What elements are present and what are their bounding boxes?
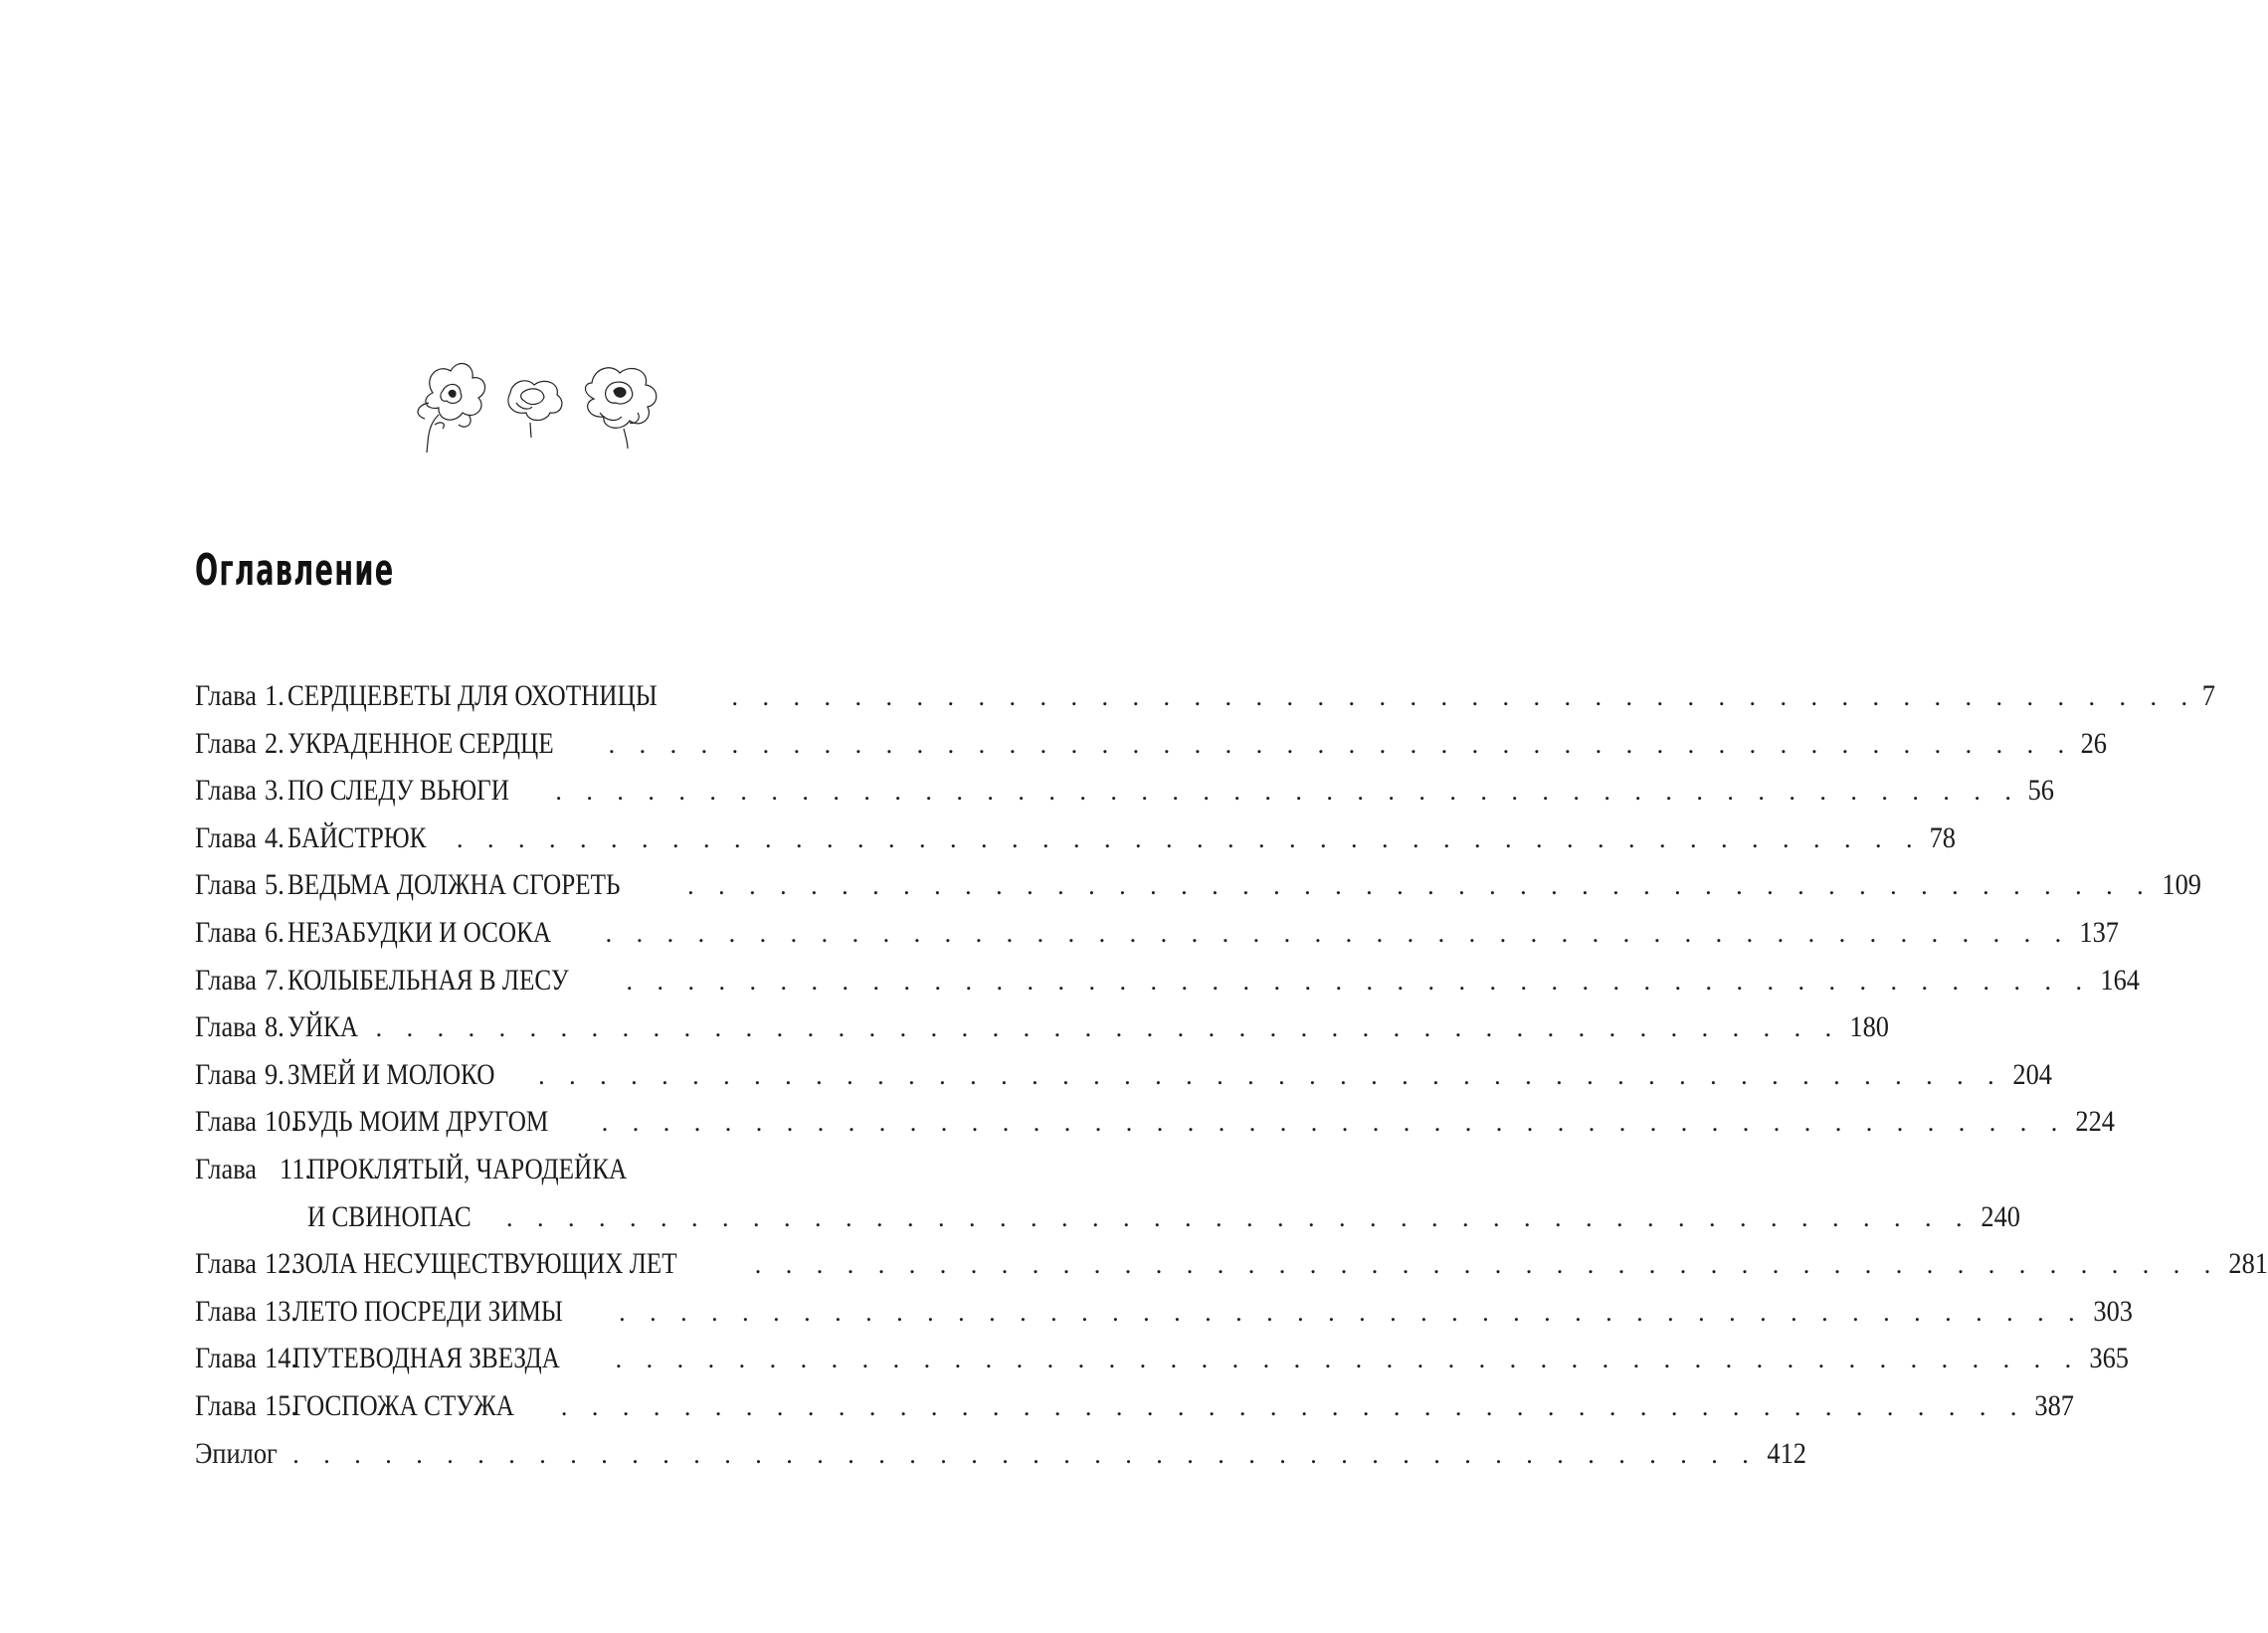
toc-entry [195,963,2141,1010]
chapter-number: 9. [265,1057,285,1091]
chapter-title: ЗОЛА НЕСУЩЕСТВУЮЩИХ ЛЕТ [292,1247,678,1281]
chapter-label: Глава [195,963,258,997]
toc-entry [195,915,2120,963]
toc-entry [195,1341,2130,1388]
chapter-number: 4. [265,820,285,854]
chapter-title: СЕРДЦЕВЕТЫ ДЛЯ ОХОТНИЦЫ [286,679,658,712]
page-title-text: Оглавление [195,545,395,596]
dot-leader: . . . . . . . . . . . . . . . . . . . . . . . . . . . . . . . . . . . . . . . . . . . . . . . . [538,1060,2003,1090]
chapter-number: 6. [265,915,285,949]
chapter-title: ЗМЕЙ И МОЛОКО [286,1057,495,1091]
chapter-label: Глава [195,1010,258,1044]
peony-middle-icon [508,381,562,438]
chapter-label: Глава [195,915,258,949]
toc-entry [195,1388,2075,1436]
toc-entry [195,867,2201,915]
dot-leader: . . . . . . . . . . . . . . . . . . . . . . . . . . . . . . . . . . . . . . . . . . . . . . . . [605,918,2071,948]
toc-entry [195,1057,2052,1105]
dot-leader: . . . . . . . . . . . . . . . . . . . . . . . . . . . . . . . . . . . . . . . . . . . . . . . . [626,966,2092,996]
toc-entry-epilogue [195,1436,1806,1484]
toc-entry [195,1152,911,1199]
epilogue-title: Эпилог [195,1436,278,1470]
dot-leader: . . . . . . . . . . . . . . . . . . . . . . . . . . . . . . . . . . . . . . . . . . . . . . . . [560,1391,2026,1421]
page-number: 365 [2089,1342,2130,1375]
page-number: 387 [2034,1388,2075,1422]
page-number: 224 [2075,1105,2116,1139]
chapter-label: Глава [195,1388,258,1422]
toc-entry [195,678,2215,726]
chapter-title: КОЛЫБЕЛЬНАЯ В ЛЕСУ [286,963,569,997]
dot-leader: . . . . . . . . . . . . . . . . . . . . . . . . . . . . . . . . . . . . . . . . . . . . . . . . [687,871,2153,901]
chapter-label: Глава [195,1057,258,1091]
chapter-title: УЙКА [286,1010,359,1044]
toc-entry [195,1246,2268,1294]
toc-entry-continuation [195,1199,2020,1247]
table-of-contents [195,678,2268,1483]
dot-leader: . . . . . . . . . . . . . . . . . . . . . . . . . . . . . . . . . . . . . . . . . . . . . . . . [292,1439,1758,1469]
page-number: 26 [2080,726,2108,760]
dot-leader: . . . . . . . . . . . . . . . . . . . . . . . . . . . . . . . . . . . . . . . . . . . . . . . . [506,1202,1972,1232]
chapter-title: ГОСПОЖА СТУЖА [292,1388,515,1422]
page-title [195,545,394,596]
chapter-label: Глава [195,1247,258,1281]
chapter-number: 7. [265,963,285,997]
dot-leader: . . . . . . . . . . . . . . . . . . . . . . . . . . . . . . . . . . . . . . . . . . . . . . . . [608,729,2074,759]
chapter-title: ВЕДЬМА ДОЛЖНА СГОРЕТЬ [286,868,621,902]
chapter-title: БАЙСТРЮК [286,820,427,854]
page-number: 303 [2093,1294,2133,1328]
peony-left-icon [418,364,484,453]
toc-entry [195,1294,2133,1342]
dot-leader: . . . . . . . . . . . . . . . . . . . . . . . . . . . . . . . . . . . . . . . . . . . . . . . . [457,823,1922,853]
toc-entry [195,820,1956,868]
page-number: 412 [1767,1436,1806,1470]
toc-entry [195,1104,2116,1152]
chapter-title: БУДЬ МОИМ ДРУГОМ [292,1105,549,1139]
dot-leader: . . . . . . . . . . . . . . . . . . . . . . . . . . . . . . . . . . . . . . . . . . . . . . . . [731,682,2196,711]
dot-leader: . . . . . . . . . . . . . . . . . . . . . . . . . . . . . . . . . . . . . . . . . . . . . . . . [601,1108,2067,1138]
toc-entry [195,1009,1890,1057]
chapter-title: УКРАДЕННОЕ СЕРДЦЕ [286,726,554,760]
dot-leader: . . . . . . . . . . . . . . . . . . . . . . . . . . . . . . . . . . . . . . . . . . . . . . . . [754,1250,2220,1280]
toc-entry [195,726,2108,774]
chapter-title: ПО СЛЕДУ ВЬЮГИ [286,774,509,808]
chapter-title: ЛЕТО ПОСРЕДИ ЗИМЫ [292,1294,564,1328]
page-number: 240 [1980,1199,2020,1233]
chapter-number: 8. [265,1010,285,1044]
chapter-number: 14. [265,1342,298,1375]
chapter-number: 15. [265,1388,298,1422]
page-number: 137 [2079,915,2120,949]
chapter-number: 3. [265,774,285,808]
page-number: 78 [1929,820,1956,854]
chapter-number: 12. [265,1247,298,1281]
chapter-label: Глава [195,774,258,808]
chapter-label: Глава [195,1152,258,1185]
dot-leader: . . . . . . . . . . . . . . . . . . . . . . . . . . . . . . . . . . . . . . . . . . . . . . . . [619,1297,2084,1327]
chapter-title-continued: И СВИНОПАС [307,1199,472,1233]
dot-leader: . . . . . . . . . . . . . . . . . . . . . . . . . . . . . . . . . . . . . . . . . . . . . . . . [375,1013,1841,1043]
chapter-number: 2. [265,726,285,760]
chapter-label: Глава [195,1342,258,1375]
chapter-label: Глава [195,726,258,760]
chapter-label: Глава [195,868,258,902]
dot-leader: . . . . . . . . . . . . . . . . . . . . . . . . . . . . . . . . . . . . . . . . . . . . . . . . [555,777,2020,807]
page-number: 180 [1849,1010,1890,1044]
page-number: 56 [2027,774,2054,808]
page-number: 109 [2162,868,2201,902]
chapter-title: ПРОКЛЯТЫЙ, ЧАРОДЕЙКА [307,1152,628,1185]
chapter-label: Глава [195,1105,258,1139]
chapter-title: НЕЗАБУДКИ И ОСОКА [286,915,552,949]
chapter-number: 5. [265,868,285,902]
chapter-number: 13. [265,1294,298,1328]
chapter-label: Глава [195,1294,258,1328]
chapter-label: Глава [195,679,258,712]
chapter-number: 10. [265,1105,298,1139]
chapter-label: Глава [195,820,258,854]
toc-entry [195,773,2054,820]
peony-right-icon [586,368,657,449]
page-number: 204 [2012,1057,2052,1091]
page-number: 281 [2228,1247,2268,1281]
chapter-number: 11. [280,1152,312,1185]
page-number: 164 [2100,963,2141,997]
flower-ornament-icon [403,353,691,462]
dot-leader: . . . . . . . . . . . . . . . . . . . . . . . . . . . . . . . . . . . . . . . . . . . . . . . . [615,1345,2081,1374]
chapter-title: ПУТЕВОДНАЯ ЗВЕЗДА [292,1342,561,1375]
chapter-number: 1. [265,679,285,712]
page-number: 7 [2201,679,2215,712]
